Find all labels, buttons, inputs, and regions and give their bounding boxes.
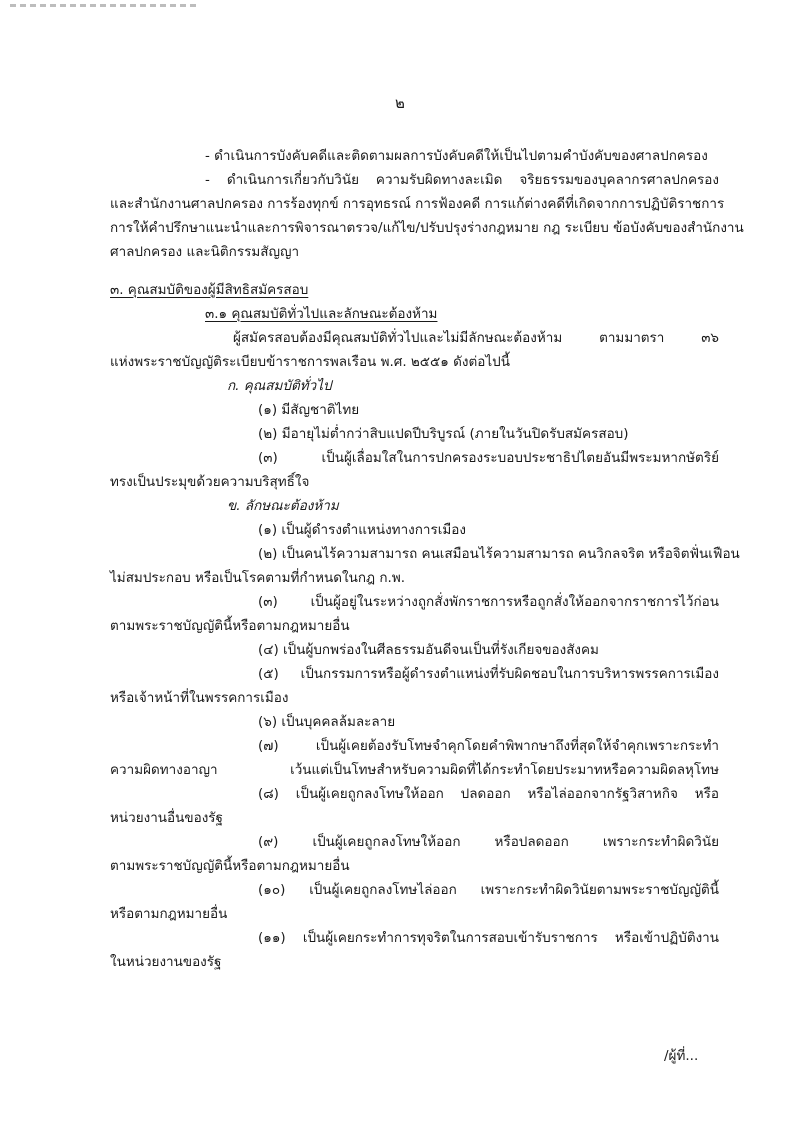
duty-line: การให้คำปรึกษาแนะนำและการพิจารณาตรวจ/แก้ไข/ปรับปรุงร่างกฎหมาย กฎ ระเบียบ ข้อบังคับของสำนักงาน <box>110 220 744 236</box>
list-item-continued: หรือตามกฎหมายอื่น <box>110 906 228 922</box>
intro-line: แห่งพระราชบัญญัติระเบียบข้าราชการพลเรือน พ.ศ. ๒๕๕๑ ดังต่อไปนี้ <box>110 354 510 370</box>
intro-line: ผู้สมัครสอบต้องมีคุณสมบัติทั่วไปและไม่มีลักษณะต้องห้าม ตามมาตรา ๓๖ <box>233 330 719 346</box>
list-item: (๕) เป็นกรรมการหรือผู้ดำรงตำแหน่งที่รับผิดชอบในการบริหารพรรคการเมือง <box>258 666 719 682</box>
list-item: (๓) เป็นผู้อยู่ในระหว่างถูกสั่งพักราชการหรือถูกสั่งให้ออกจากราชการไว้ก่อน <box>258 594 719 610</box>
prohibited-heading: ข. ลักษณะต้องห้าม <box>227 498 339 514</box>
duty-line: ศาลปกครอง และนิติกรรมสัญญา <box>110 244 300 260</box>
list-item: (๑๑) เป็นผู้เคยกระทำการทุจริตในการสอบเข้ารับราชการ หรือเข้าปฏิบัติงาน <box>258 930 719 946</box>
general-heading: ก. คุณสมบัติทั่วไป <box>227 378 332 394</box>
list-item-continued: ไม่สมประกอบ หรือเป็นโรคตามที่กำหนดในกฎ ก.พ. <box>110 570 406 586</box>
list-item: (๘) เป็นผู้เคยถูกลงโทษให้ออก ปลดออก หรือไล่ออกจากรัฐวิสาหกิจ หรือ <box>258 786 719 802</box>
list-item: (๙) เป็นผู้เคยถูกลงโทษให้ออก หรือปลดออก เพราะกระทำผิดวินัย <box>258 834 719 850</box>
list-item: (๔) เป็นผู้บกพร่องในศีลธรรมอันดีจนเป็นที่รังเกียจของสังคม <box>258 642 599 658</box>
list-item: (๓) เป็นผู้เลื่อมใสในการปกครองระบอบประชาธิปไตยอันมีพระมหากษัตริย์ <box>258 450 719 466</box>
list-item: (๑) มีสัญชาติไทย <box>258 402 360 418</box>
continuation-marker: /ผู้ที่... <box>664 1048 699 1064</box>
list-item-continued: ตามพระราชบัญญัตินี้หรือตามกฎหมายอื่น <box>110 858 350 874</box>
list-item-continued: ในหน่วยงานของรัฐ <box>110 954 222 970</box>
page-number: ๒ <box>395 94 405 112</box>
list-item-continued: ตามพระราชบัญญัตินี้หรือตามกฎหมายอื่น <box>110 618 350 634</box>
list-item: (๒) เป็นคนไร้ความสามารถ คนเสมือนไร้ความสามารถ คนวิกลจริต หรือจิตฟั่นเฟือน <box>258 546 740 562</box>
list-item-continued: ความผิดทางอาญา เว้นแต่เป็นโทษสำหรับความผิดที่ได้กระทำโดยประมาทหรือความผิดลหุโทษ <box>110 762 719 778</box>
duty-line: - ดำเนินการบังคับคดีและติดตามผลการบังคับคดีให้เป็นไปตามคำบังคับของศาลปกครอง <box>205 148 708 164</box>
list-item: (๒) มีอายุไม่ต่ำกว่าสิบแปดปีบริบูรณ์ (ภายในวันปิดรับสมัครสอบ) <box>258 426 629 442</box>
duty-line: - ดำเนินการเกี่ยวกับวินัย ความรับผิดทางละเมิด จริยธรรมของบุคลากรศาลปกครอง <box>205 172 719 188</box>
list-item: (๖) เป็นบุคคลล้มละลาย <box>258 714 396 730</box>
subsection-heading: ๓.๑ คุณสมบัติทั่วไปและลักษณะต้องห้าม <box>205 306 438 322</box>
duty-line: และสำนักงานศาลปกครอง การร้องทุกข์ การอุทธรณ์ การฟ้องคดี การแก้ต่างคดีที่เกิดจากการปฏิบัติราชการ <box>110 196 725 212</box>
list-item-continued: ทรงเป็นประมุขด้วยความบริสุทธิ์ใจ <box>110 474 310 490</box>
list-item-continued: หน่วยงานอื่นของรัฐ <box>110 810 223 826</box>
list-item: (๗) เป็นผู้เคยต้องรับโทษจำคุกโดยคำพิพากษาถึงที่สุดให้จำคุกเพราะกระทำ <box>258 738 719 754</box>
list-item: (๑๐) เป็นผู้เคยถูกลงโทษไล่ออก เพราะกระทำผิดวินัยตามพระราชบัญญัตินี้ <box>258 882 719 898</box>
list-item: (๑) เป็นผู้ดำรงตำแหน่งทางการเมือง <box>258 522 466 538</box>
list-item-continued: หรือเจ้าหน้าที่ในพรรคการเมือง <box>110 690 289 706</box>
section-heading: ๓. คุณสมบัติของผู้มีสิทธิสมัครสอบ <box>110 282 309 298</box>
